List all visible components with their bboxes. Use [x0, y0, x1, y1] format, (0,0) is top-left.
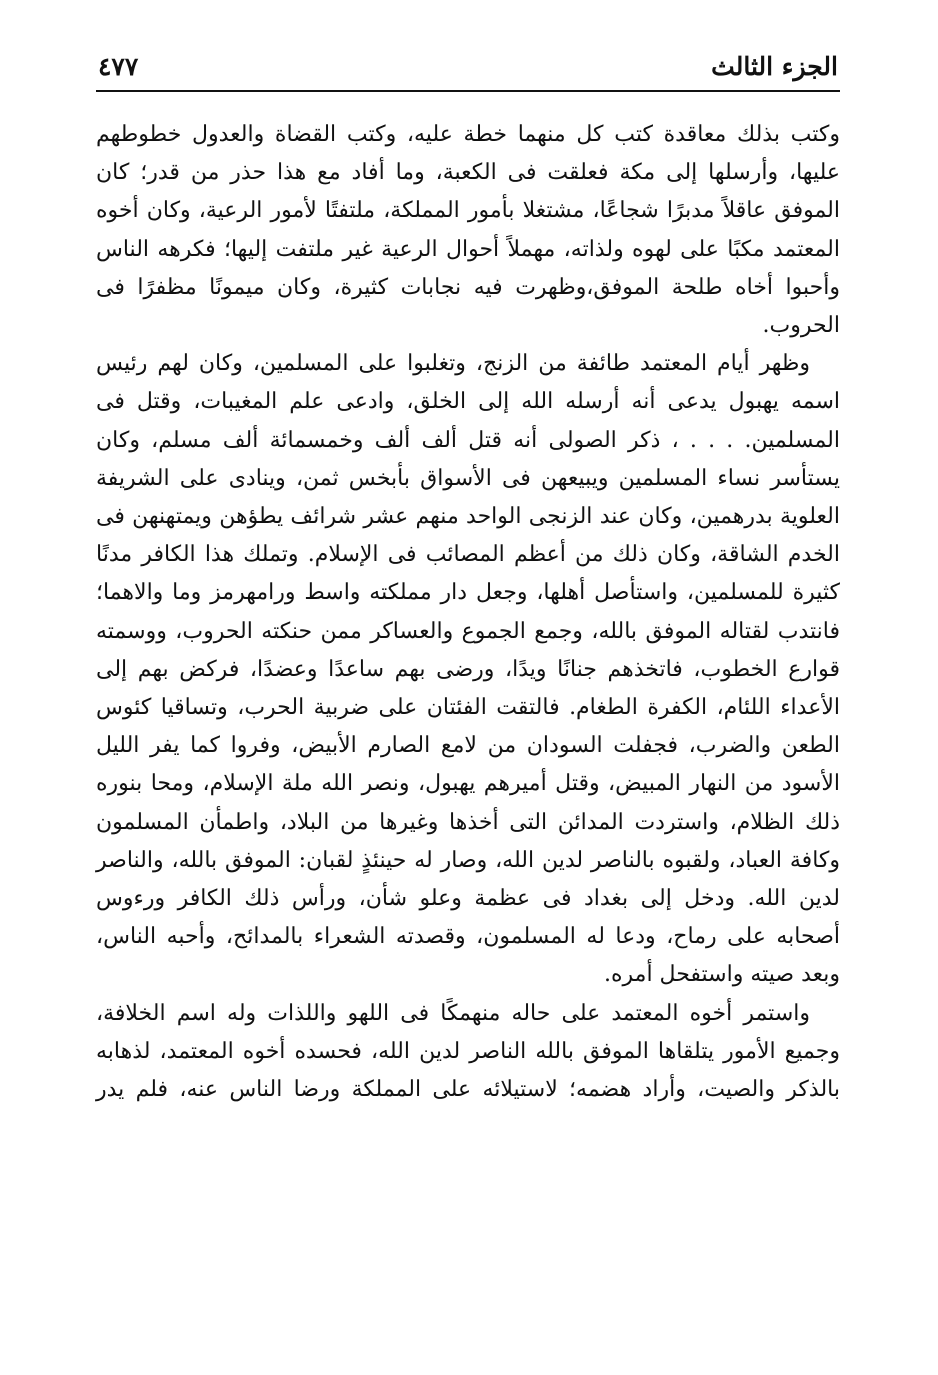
- paragraph: واستمر أخوه المعتمد على حاله منهمكًا فى اللهو واللذات وله اسم الخلافة، وجميع الأمور يتلقاها الموفق بالله الناصر لدين الله، فحسده أخوه المعتمد، لذهابه بالذكر والصيت، وأراد هضمه؛ لاستيلائه على المملكة ورضا الناس عنه، فلم يدر: [96, 1000, 840, 1103]
- running-title: الجزء الثالث: [711, 52, 838, 81]
- page-header: [96, 40, 840, 92]
- book-page: [96, 40, 840, 1109]
- paragraph: وكتب بذلك معاقدة كتب كل منهما خطة عليه، وكتب القضاة والعدول خطوطهم عليها، وأرسلها إلى مكة فعلقت فى الكعبة، وما أفاد مع هذا حذر من قدر؛ كان الموفق عاقلاً مدبرًا شجاعًا، مشتغلا بأمور المملكة، ملتفتًا لأمور الرعية، وكان أخوه المعتمد مكبًا على لهوه ولذاته، مهملاً أحوال الرعية غير ملتفت إليها؛ فكرهه الناس وأحبوا أخاه طلحة الموفق،وظهرت فيه نجابات كثيرة، وكان ميمونًا مظفرًا فى الحروب.: [96, 122, 840, 339]
- body-text: [96, 92, 840, 1109]
- paragraph: وظهر أيام المعتمد طائفة من الزنج، وتغلبوا على المسلمين، وكان لهم رئيس اسمه يهبول يدعى أنه أرسله الله إلى الخلق، وادعى علم المغيبات، وقتل فى المسلمين. . . . ، ذكر الصولى أنه قتل ألف ألف وخمسمائة ألف مسلم، وكان يستأسر نساء المسلمين ويبيعهن فى الأسواق بأبخس ثمن، وينادى على الشريفة العلوية بدرهمين، وكان عند الزنجى الواحد منهم عشر شرائف يطؤهن ويمتهنهن فى الخدم الشاقة، وكان ذلك من أعظم المصائب فى الإسلام. وتملك هذا الكافر مدنًا كثيرة للمسلمين، واستأصل أهلها، وجعل دار مملكته واسط ورامهرمز وما والاهما؛ فانتدب لقتاله الموفق بالله، وجمع الجموع والعساكر ممن حنكته الحروب، ووسمته قوارع الخطوب، فاتخذهم جنانًا ويدًا، ورضى بهم ساعدًا وعضدًا، فركض بهم إلى الأعداء اللئام، الكفرة الطغام. فالتقت الفئتان على ضربية الحرب، وتساقيا كئوس الطعن والضرب، فجفلت السودان من لامع الصارم الأبيض، وفروا كما يفر الليل الأسود من النهار المبيض، وقتل أميرهم يهبول، ونصر الله ملة الإسلام، ومحا بنوره ذلك الظلام، واستردت المدائن التى أخذها وغيرها من البلاد، واطمأن المسلمون وكافة العباد، ولقبوه بالناصر لدين الله، وصار له حينئذٍ لقبان: الموفق بالله، والناصر لدين الله. ودخل إلى بغداد فى عظمة وعلو شأن، ورأس ذلك الكافر ورءوس أصحابه على رماح، ودعا له المسلمون، وقصدته الشعراء بالمدائح، وأحبه الناس، وبعد صيته واستفحل أمره.: [96, 351, 840, 988]
- page-number: ٤٧٧: [98, 52, 139, 81]
